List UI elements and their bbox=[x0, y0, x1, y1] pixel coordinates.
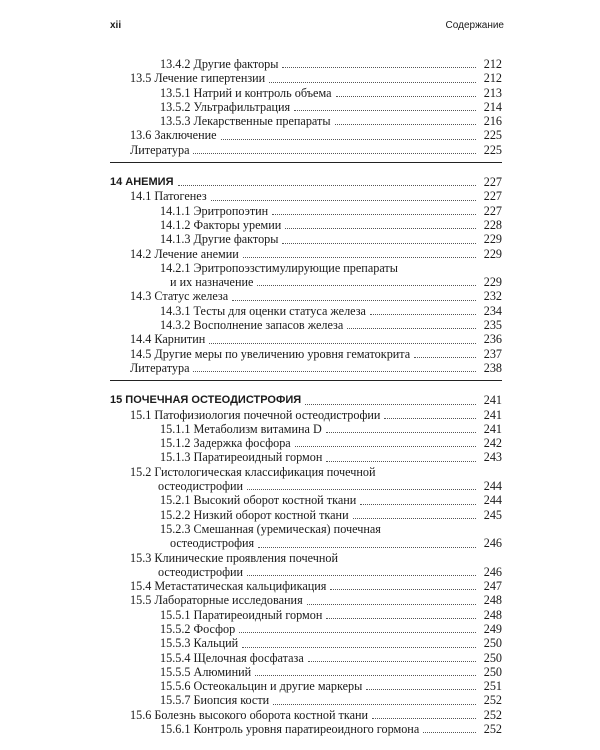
toc-entry[interactable] bbox=[110, 722, 502, 736]
toc-leader-dots bbox=[353, 518, 476, 519]
toc-page-number: 245 bbox=[483, 507, 502, 522]
toc-leader-dots bbox=[193, 153, 476, 154]
toc-entry-title: 14.5 Другие меры по увеличению уровня гематокрита bbox=[130, 346, 411, 361]
toc-entry[interactable] bbox=[110, 522, 502, 551]
toc-entry-title: 15.1.2 Задержка фосфора bbox=[160, 436, 291, 451]
toc-entry-title: 15.6.1 Контроль уровня паратиреоидного гормона bbox=[160, 722, 420, 737]
toc-leader-dots bbox=[414, 357, 476, 358]
toc-page-number: 232 bbox=[483, 289, 502, 304]
toc-entry[interactable] bbox=[110, 493, 502, 507]
toc-entry[interactable] bbox=[110, 71, 502, 85]
toc-leader-dots bbox=[423, 732, 476, 733]
toc-leader-dots bbox=[282, 67, 476, 68]
toc-page-number: 225 bbox=[483, 128, 502, 143]
toc-page-number: 227 bbox=[483, 175, 502, 190]
toc-entry-title: 15.5.2 Фосфор bbox=[160, 621, 236, 636]
toc-page-number: 250 bbox=[483, 636, 502, 651]
toc-leader-dots bbox=[360, 504, 476, 505]
toc-entry-title: 13.6 Заключение bbox=[130, 128, 217, 143]
toc-entry[interactable] bbox=[110, 579, 502, 593]
toc-leader-dots bbox=[384, 418, 476, 419]
toc-entry[interactable] bbox=[110, 128, 502, 142]
toc-entry[interactable] bbox=[110, 247, 502, 261]
toc-entry[interactable] bbox=[110, 204, 502, 218]
toc-entry-title: 15.2.2 Низкий оборот костной ткани bbox=[160, 507, 349, 522]
toc-chapter-entry[interactable] bbox=[110, 175, 502, 189]
toc-page-number: 216 bbox=[483, 114, 502, 129]
toc-page-number: 237 bbox=[483, 346, 502, 361]
chapter-separator bbox=[110, 162, 502, 175]
toc-page-number: 248 bbox=[483, 607, 502, 622]
toc-leader-dots bbox=[294, 110, 476, 111]
toc-entry-title: 15.5.5 Алюминий bbox=[160, 664, 252, 679]
toc-leader-dots bbox=[209, 343, 476, 344]
toc-entry-title: 14.3 Статус железа bbox=[130, 289, 229, 304]
toc-entry[interactable] bbox=[110, 261, 502, 290]
toc-entry-title: 13.4.2 Другие факторы bbox=[160, 57, 279, 71]
toc-entry[interactable] bbox=[110, 651, 502, 665]
toc-page-number: 242 bbox=[483, 436, 502, 451]
toc-page-number: 229 bbox=[483, 232, 502, 247]
toc-entry[interactable] bbox=[110, 408, 502, 422]
toc-page-number: 249 bbox=[483, 621, 502, 636]
toc-page-number: 214 bbox=[483, 99, 502, 114]
toc-entry-title: 15.1.1 Метаболизм витамина D bbox=[160, 421, 322, 436]
toc-leader-dots bbox=[347, 328, 476, 329]
toc-entry-title: 15.1.3 Паратиреоидный гормон bbox=[160, 450, 323, 465]
toc-page-number: 238 bbox=[483, 360, 502, 375]
toc-leader-dots bbox=[247, 489, 476, 490]
toc-entry[interactable] bbox=[110, 465, 502, 494]
toc-entry-title: 14 АНЕМИЯ bbox=[110, 176, 174, 189]
toc-leader-dots bbox=[305, 404, 476, 405]
toc-leader-dots bbox=[335, 124, 476, 125]
toc-leader-dots bbox=[247, 575, 476, 576]
toc-leader-dots bbox=[307, 604, 476, 605]
toc-leader-dots bbox=[330, 589, 476, 590]
toc-leader-dots bbox=[326, 432, 476, 433]
page-number: xii bbox=[110, 20, 122, 31]
toc-entry-title: 15.6 Болезнь высокого оборота костной ткани bbox=[130, 707, 369, 722]
toc-entry[interactable] bbox=[110, 86, 502, 100]
toc-leader-dots bbox=[243, 257, 476, 258]
toc-entry[interactable] bbox=[110, 665, 502, 679]
toc-entry-title: 14.1 Патогенез bbox=[130, 189, 207, 204]
toc-page-number: 229 bbox=[483, 275, 502, 290]
toc-page-number: 243 bbox=[483, 450, 502, 465]
toc-leader-dots bbox=[366, 689, 476, 690]
toc-page-number: 227 bbox=[483, 203, 502, 218]
toc-leader-dots bbox=[193, 371, 476, 372]
toc-page-number: 246 bbox=[483, 564, 502, 579]
toc-entry[interactable] bbox=[110, 218, 502, 232]
toc-entry[interactable] bbox=[110, 232, 502, 246]
toc-entry-title: 13.5 Лечение гипертензии bbox=[130, 71, 266, 86]
toc-page-number: 248 bbox=[483, 593, 502, 608]
running-title: Содержание bbox=[445, 20, 504, 31]
toc-entry-title: 15.5 Лабораторные исследования bbox=[130, 593, 303, 608]
toc-chapter-entry[interactable] bbox=[110, 393, 502, 407]
toc-entry[interactable] bbox=[110, 708, 502, 722]
toc-entry-title: 15.4 Метастатическая кальцификация bbox=[130, 579, 327, 594]
toc-entry[interactable] bbox=[110, 436, 502, 450]
toc-entry[interactable] bbox=[110, 422, 502, 436]
toc-entry[interactable] bbox=[110, 593, 502, 607]
toc-leader-dots bbox=[272, 214, 476, 215]
toc-entry-title: 15.1 Патофизиология почечной остеодистрофии bbox=[130, 407, 381, 422]
toc-entry-title: 14.3.2 Восполнение запасов железа bbox=[160, 318, 344, 333]
toc-entry-title: 15 ПОЧЕЧНАЯ ОСТЕОДИСТРОФИЯ bbox=[110, 394, 302, 407]
toc-page-number: 252 bbox=[483, 707, 502, 722]
toc-page-number: 250 bbox=[483, 650, 502, 665]
chapter-separator bbox=[110, 380, 502, 393]
toc-leader-dots bbox=[232, 300, 476, 301]
toc-entry[interactable] bbox=[110, 289, 502, 303]
page-header bbox=[110, 20, 504, 34]
toc-entry-title: 14.1.2 Факторы уремии bbox=[160, 217, 282, 232]
toc-entry-title: 15.5.6 Остеокальцин и другие маркеры bbox=[160, 679, 363, 694]
toc-page-number: 241 bbox=[483, 407, 502, 422]
toc-page-number: 252 bbox=[483, 693, 502, 708]
toc-entry-title: 14.1.3 Другие факторы bbox=[160, 232, 279, 247]
toc-leader-dots bbox=[285, 228, 476, 229]
toc-leader-dots bbox=[295, 446, 476, 447]
toc-entry[interactable] bbox=[110, 189, 502, 203]
toc-entry-title: 15.2.1 Высокий оборот костной ткани bbox=[160, 493, 357, 508]
toc-entry[interactable] bbox=[110, 636, 502, 650]
toc-page-number: 235 bbox=[483, 318, 502, 333]
toc-entry-title: 14.1.1 Эритропоэтин bbox=[160, 203, 269, 218]
toc-entry[interactable] bbox=[110, 622, 502, 636]
toc-page-number: 225 bbox=[483, 142, 502, 157]
toc-entry[interactable] bbox=[110, 57, 502, 71]
toc-page-number: 236 bbox=[483, 332, 502, 347]
toc-page-number: 251 bbox=[483, 679, 502, 694]
toc-entry-title: 15.3 Клинические проявления почечной остеодистрофии bbox=[130, 550, 338, 579]
toc-page-number: 228 bbox=[483, 217, 502, 232]
table-of-contents bbox=[110, 57, 502, 736]
toc-leader-dots bbox=[257, 285, 476, 286]
toc-leader-dots bbox=[370, 314, 476, 315]
toc-entry-title: 15.5.3 Кальций bbox=[160, 636, 239, 651]
toc-leader-dots bbox=[221, 139, 476, 140]
toc-leader-dots bbox=[239, 632, 476, 633]
toc-entry-title: 13.5.2 Ультрафильтрация bbox=[160, 99, 291, 114]
toc-entry[interactable] bbox=[110, 347, 502, 361]
toc-page-number: 244 bbox=[483, 479, 502, 494]
toc-entry-title: Литература bbox=[130, 142, 190, 157]
toc-leader-dots bbox=[211, 200, 476, 201]
toc-entry[interactable] bbox=[110, 332, 502, 346]
toc-entry[interactable] bbox=[110, 304, 502, 318]
toc-page-number: 241 bbox=[483, 393, 502, 408]
toc-page-number: 247 bbox=[483, 579, 502, 594]
toc-page-number: 227 bbox=[483, 189, 502, 204]
toc-page-number: 241 bbox=[483, 421, 502, 436]
toc-entry-title: 13.5.3 Лекарственные препараты bbox=[160, 114, 331, 129]
toc-entry-title: 14.3.1 Тесты для оценки статуса железа bbox=[160, 303, 366, 318]
toc-entry[interactable] bbox=[110, 318, 502, 332]
toc-entry[interactable] bbox=[110, 693, 502, 707]
toc-page-number: 234 bbox=[483, 303, 502, 318]
toc-leader-dots bbox=[273, 704, 476, 705]
toc-leader-dots bbox=[336, 96, 477, 97]
toc-leader-dots bbox=[269, 82, 476, 83]
toc-entry-title: Литература bbox=[130, 360, 190, 375]
toc-entry[interactable] bbox=[110, 100, 502, 114]
toc-leader-dots bbox=[242, 647, 476, 648]
toc-leader-dots bbox=[372, 718, 476, 719]
toc-entry[interactable] bbox=[110, 114, 502, 128]
toc-entry-title: 14.4 Карнитин bbox=[130, 332, 206, 347]
toc-leader-dots bbox=[178, 185, 477, 186]
toc-page-number: 212 bbox=[483, 71, 502, 86]
toc-entry[interactable] bbox=[110, 450, 502, 464]
toc-page-number: 229 bbox=[483, 246, 502, 261]
toc-entry-title: 13.5.1 Натрий и контроль объема bbox=[160, 85, 332, 100]
toc-entry-title: 15.5.4 Щелочная фосфатаза bbox=[160, 650, 304, 665]
toc-page-number: 212 bbox=[483, 57, 502, 71]
toc-leader-dots bbox=[282, 243, 476, 244]
toc-entry[interactable] bbox=[110, 551, 502, 580]
toc-entry-title: 14.2.1 Эритропоэзстимулирующие препараты и их назначение bbox=[160, 260, 398, 290]
toc-page-number: 246 bbox=[483, 536, 502, 551]
toc-entry-title: 15.5.7 Биопсия кости bbox=[160, 693, 270, 708]
toc-leader-dots bbox=[326, 461, 476, 462]
toc-page-number: 244 bbox=[483, 493, 502, 508]
toc-page-number: 213 bbox=[483, 85, 502, 100]
toc-page-number: 252 bbox=[483, 722, 502, 737]
toc-entry-title: 15.2 Гистологическая классификация почечной остеодистрофии bbox=[130, 464, 376, 494]
toc-entry[interactable] bbox=[110, 608, 502, 622]
toc-entry[interactable] bbox=[110, 361, 502, 375]
toc-leader-dots bbox=[326, 618, 476, 619]
toc-entry-title: 15.2.3 Смешанная (уремическая) почечная остеодистрофия bbox=[160, 521, 381, 551]
toc-entry-title: 15.5.1 Паратиреоидный гормон bbox=[160, 607, 323, 622]
toc-page-number: 250 bbox=[483, 664, 502, 679]
toc-leader-dots bbox=[255, 675, 476, 676]
toc-entry[interactable] bbox=[110, 679, 502, 693]
toc-entry[interactable] bbox=[110, 508, 502, 522]
toc-entry[interactable] bbox=[110, 143, 502, 157]
toc-leader-dots bbox=[258, 547, 476, 548]
toc-leader-dots bbox=[308, 661, 476, 662]
toc-entry-title: 14.2 Лечение анемии bbox=[130, 246, 239, 261]
